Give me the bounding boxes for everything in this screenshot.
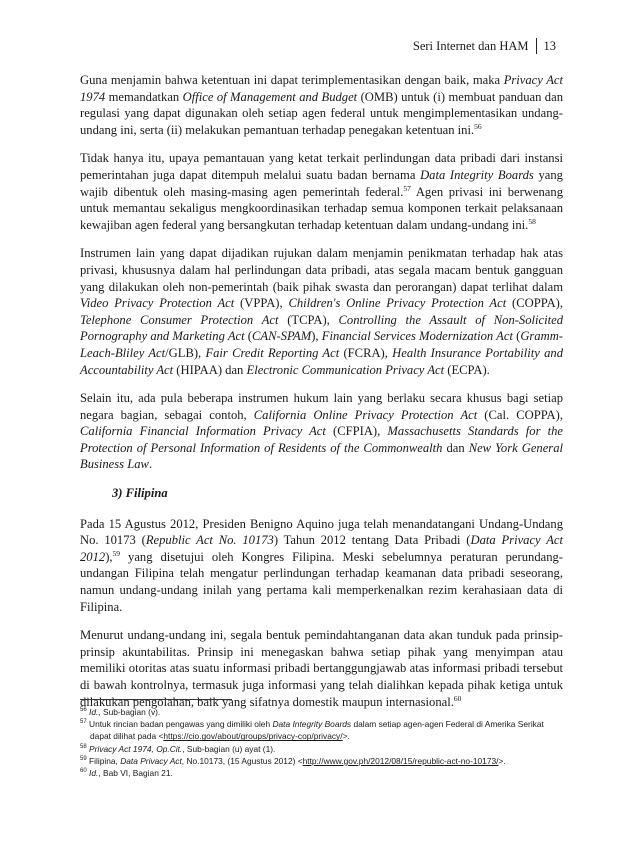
- paragraph-6: Menurut undang-undang ini, segala bentuk pemindahtanganan data akan tunduk pada prinsip-prinsip akuntabilitas. Prinsip ini menegaskan bahwa setiap pihak yang menyimpan atau memiliki otoritas atas suatu informasi pribadi bertanggungjawab atas informasi pribadi tersebut di bawah kontrolnya, termasuk juga informasi yang telah dialihkan kepada pihak ketiga untuk dilakukan pengolahan, baik yang sifatnya domestik maupun internasional.$^{60}$: [80, 628, 563, 709]
- paragraph-1: Guna menjamin bahwa ketentuan ini dapat terimplementasikan dengan baik, maka Privacy Act 1974 memandatkan Office of Management and Budget (OMB) untuk (i) membuat panduan dan regulasi yang dapat digunakan oleh setiap agen federal untuk mengimplementasikan undang-undang ini, serta (ii) melakukan pemantuan terhadap penegakan ketentuan ini.$^{56}$: [80, 73, 563, 137]
- footnote-60: $^{60}$ Id., Bab VI, Bagian 21.: [80, 768, 173, 779]
- footnote-divider: [80, 699, 232, 700]
- footnote-57: $^{57}$ Untuk rincian badan pengawas yang dimiliki oleh Data Integrity Boards dalam setiap agen-agen Federal di Amerika Serikat dapat dilihat pada <https://cio.gov/about/groups/privacy-cop/privacy/>.: [80, 719, 544, 742]
- footnote-58: $^{58}$ Privacy Act 1974, Op.Cit., Sub-bagian (u) ayat (1).: [80, 743, 276, 754]
- page-number: 13: [543, 38, 556, 53]
- footnote-59: $^{59}$ Filipina, Data Privacy Act, No.10173, (15 Agustus 2012) <http://www.gov.ph/2012/08/15/republic-act-no-10173/>.: [80, 755, 506, 766]
- footnote-ref-59[interactable]: 59: [112, 548, 121, 558]
- section-subheading: 3) Filipina: [112, 486, 168, 501]
- series-title: Seri Internet dan HAM: [412, 38, 529, 53]
- footnotes: [80, 706, 564, 779]
- footnote-59-link[interactable]: http://www.gov.ph/2012/08/15/republic-act-no-10173/: [302, 755, 499, 766]
- paragraph-3: Instrumen lain yang dapat dijadikan rujukan dalam menjamin penikmatan terhadap hak atas privasi, khususnya dalam hal perlindungan data pribadi, atas segala macam bentuk gangguan yang dilakukan oleh non-pemerintah (baik pihak swasta dan perorangan) dapat terlihat dalam Video Privacy Protection Act (VPPA), Children's Online Privacy Protection Act (COPPA), Telephone Consumer Protection Act (TCPA), Controlling the Assault of Non-Solicited Pornography and Marketing Act (CAN-SPAM), Financial Services Modernization Act (Gramm-Leach-Bliley Act/GLB), Fair Credit Reporting Act (FCRA), Health Insurance Portability and Accountability Act (HIPAA) dan Electronic Communication Privacy Act (ECPA).: [80, 246, 564, 377]
- footnote-56: $^{56}$ Id., Sub-bagian (v).: [80, 707, 161, 717]
- footnote-ref-58[interactable]: 58: [528, 216, 536, 226]
- footnote-ref-57[interactable]: 57: [403, 183, 411, 193]
- body-text: [80, 72, 563, 722]
- page-header: [413, 38, 556, 54]
- footnote-ref-56[interactable]: 56: [474, 121, 482, 131]
- paragraph-2: Tidak hanya itu, upaya pemantauan yang ketat terkait perlindungan data pribadi dari instansi pemerintahan juga dapat ditempuh melalui suatu badan bernama Data Integrity Boards yang wajib dibentuk oleh masing-masing agen pemerintah federal.$^{57}$ Agen privasi ini berwenang untuk memantau sekaligus mengkoordinasikan terhadap semua komponen terkait pelaksanaan kewajiban agen federal yang bersangkutan terhadap ketentuan dalam undang-undang ini.$^{58}$: [80, 151, 563, 232]
- paragraph-5: Pada 15 Agustus 2012, Presiden Benigno Aquino juga telah menandatangani Undang-Undang No. 10173 (Republic Act No. 10173) Tahun 2012 tentang Data Pribadi (Data Privacy Act 2012),$^{59}$ yang disetujui oleh Kongres Filipina. Meski sebelumnya peraturan perundang-undangan Filipina telah mengatur perlindungan terhadap keamanan data pribadi seseorang, namun undang-undang inilah yang pertama kali memperkenalkan rezim kerahasiaan data di Filipina.: [80, 516, 563, 614]
- footnote-ref-60[interactable]: 60: [453, 693, 462, 703]
- paragraph-4: Selain itu, ada pula beberapa instrumen hukum lain yang berlaku secara khusus bagi setiap negara bagian, sebagai contoh, California Online Privacy Protection Act (Cal. COPPA), California Financial Information Privacy Act (CFPIA), Massachusetts Standards for the Protection of Personal Information of Residents of the Commonwealth dan New York General Business Law.: [80, 391, 563, 472]
- header-divider: [536, 38, 537, 54]
- footnote-57-link[interactable]: https://cio.gov/about/groups/privacy-cop/privacy/: [163, 731, 343, 742]
